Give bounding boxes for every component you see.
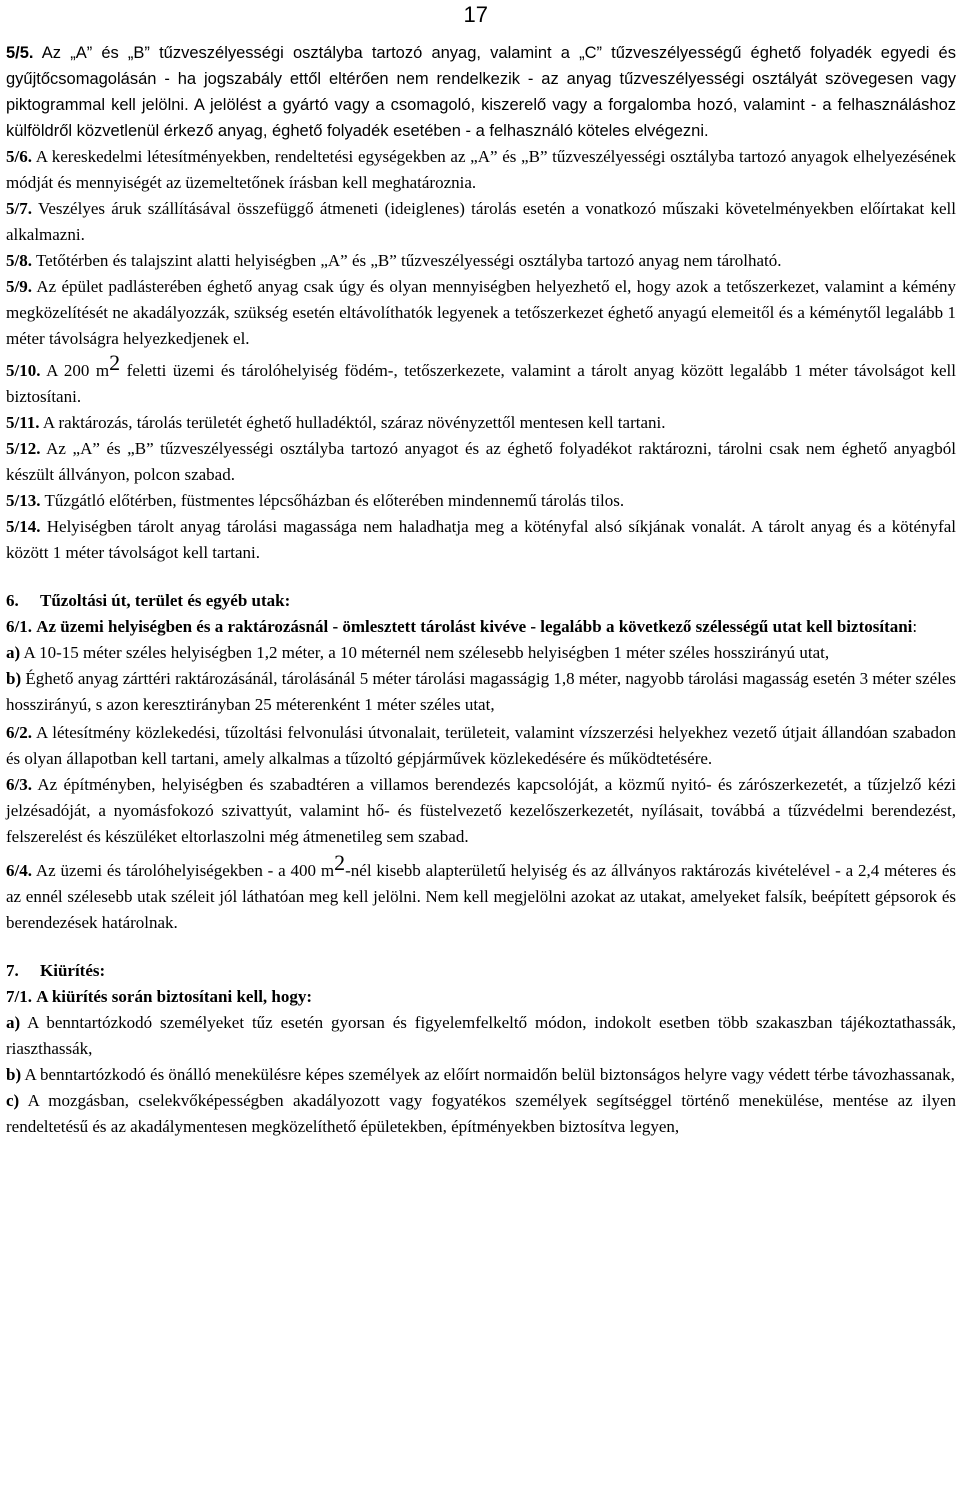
section-gap xyxy=(6,566,956,588)
paragraph-text: A kereskedelmi létesítményekben, rendeltetési egységekben az „A” és „B” tűzveszélyességi osztályba tartozó anyagok elhelyezésének módját és mennyiségét az üzemeltetőnek írásban kell meghatároznia. xyxy=(6,147,957,192)
paragraph-6-4 xyxy=(6,850,956,936)
paragraph-number: 5/8. xyxy=(6,251,32,270)
list-item-a xyxy=(6,1010,956,1062)
heading-text: Tűzoltási út, terület és egyéb utak: xyxy=(40,591,291,610)
paragraph-number: 5/7. xyxy=(6,199,32,218)
colon: : xyxy=(912,617,918,636)
paragraph-number: 6/4. xyxy=(6,861,32,880)
paragraph-number: 6/1. xyxy=(6,617,32,636)
paragraph-6-1 xyxy=(6,614,956,640)
paragraph-text: Az „A” és „B” tűzveszélyességi osztályba tartozó anyagot és az éghető folyadékot raktározni, tárolni csak nem éghető anyagból készült állványon, polcon szabad. xyxy=(6,439,956,484)
page-number: 17 xyxy=(463,2,488,27)
paragraph-text: A létesítmény közlekedési, tűzoltási felvonulási útvonalait, területeit, valamint vízszerzési helyekhez vezető útjait állandóan szabadon és olyan állapotban kell tartani, amely alkalmas a tűzoltó gépjárművek közlekedésére és működtetésére. xyxy=(6,723,956,768)
list-text: A benntartózkodó személyeket tűz esetén gyorsan és figyelemfelkeltő módon, indokolt esetben több szakaszban tájékoztathassák, riaszthassák, xyxy=(6,1013,956,1058)
paragraph-text: Veszélyes áruk szállításával összefüggő átmeneti (ideiglenes) tárolás esetén a vonatkozó műszaki követelményekben előírtakat kell alkalmazni. xyxy=(6,199,956,244)
paragraph-5-6 xyxy=(6,144,956,196)
list-label: a) xyxy=(6,1013,21,1032)
paragraph-text: Helyiségben tárolt anyag tárolási magassága nem haladhatja meg a kötényfal alsó síkjának vonalát. A tárolt anyag és a kötényfal között 1 méter távolságot kell tartani. xyxy=(6,517,957,562)
paragraph-text: Tetőtérben és talajszint alatti helyiségben „A” és „B” tűzveszélyességi osztályba tartozó anyag nem tárolható. xyxy=(35,251,782,270)
paragraph-text: Az épület padlásterében éghető anyag csak úgy és olyan mennyiségben helyezhető el, hogy azok a tetőszerkezet, valamint a kémény megközelítését ne akadályozzák, szükség esetén eltávolíthatók legyenek a tetőszerkezet éghető anyagú elemeitől és a kéménytől legalább 1 méter távolságra helyezkedjenek el. xyxy=(6,277,956,348)
list-label: b) xyxy=(6,669,22,688)
list-label: b) xyxy=(6,1065,22,1084)
paragraph-5-8 xyxy=(6,248,956,274)
list-item-a xyxy=(6,640,956,666)
paragraph-text: Az építményben, helyiségben és szabadtéren a villamos berendezés kapcsolóját, a közmű nyitó- és zárószerkezetét, a tűzjelző kézi jelzésadóját, a nyomásfokozó szivattyút, valamint hő- és füstelvezető kezelőszerkezetét, nyílásait, továbbá a tűzvédelmi berendezést, felszerelést és készüléket eltorlaszolni még átmenetileg sem szabad. xyxy=(6,775,957,846)
list-item-c xyxy=(6,1088,956,1140)
list-text: Éghető anyag zárttéri raktározásánál, tárolásánál 5 méter tárolási magasságig 1,8 méter, nagyobb tárolási magasság esetén 3 méter széles hosszirányú, s azon keresztirányban 25 méterenként 1 méter széles utat, xyxy=(6,669,956,714)
paragraph-number: 6/3. xyxy=(6,775,32,794)
section-7-heading xyxy=(6,958,956,984)
superscript: 2 xyxy=(334,850,346,875)
list-text: A benntartózkodó és önálló menekülésre képes személyek az előírt normaidőn belül biztonságos helyre vagy védett térbe távozhassanak, xyxy=(24,1065,955,1084)
paragraph-number: 5/9. xyxy=(6,277,32,296)
paragraph-number: 5/10. xyxy=(6,361,41,380)
superscript: 2 xyxy=(109,350,121,375)
paragraph-5-14 xyxy=(6,514,956,566)
heading-number: 7. xyxy=(6,961,19,980)
paragraph-5-9 xyxy=(6,274,956,352)
paragraph-text-cont: feletti üzemi és tárolóhelyiség födém-, tetőszerkezete, valamint a tárolt anyag között legalább 1 méter távolságot kell biztosítani. xyxy=(6,361,957,406)
section-gap xyxy=(6,936,956,958)
heading-number: 6. xyxy=(6,591,19,610)
paragraph-5-11 xyxy=(6,410,956,436)
list-label: c) xyxy=(6,1091,20,1110)
paragraph-text: Tűzgátló előtérben, füstmentes lépcsőházban és előterében mindennemű tárolás tilos. xyxy=(44,491,625,510)
paragraph-number: 5/12. xyxy=(6,439,41,458)
paragraph-text: A kiürítés során biztosítani kell, hogy: xyxy=(36,987,313,1006)
paragraph-text: Az üzemi helyiségben és a raktározásnál - ömlesztett tárolást kivéve - legalább a következő szélességű utat kell biztosítani xyxy=(36,617,913,636)
paragraph-text-cont: -nél kisebb alapterületű helyiség és az állványos raktározás kivételével - a 2,4 méteres és az ennél szélesebb utak széleit jól láthatóan meg kell jelölni. Nem kell megjelölni azokat az utakat, amelyeket falsík, beépített gépsorok és berendezések határolnak. xyxy=(6,861,956,932)
paragraph-number: 7/1. xyxy=(6,987,32,1006)
paragraph-6-2 xyxy=(6,720,956,772)
paragraph-text: Az üzemi és tárolóhelyiségekben - a 400 m xyxy=(35,861,335,880)
list-text: A mozgásban, cselekvőképességben akadályozott vagy fogyatékos személyek segítséggel történő menekülése, mentése az ilyen rendeltetésű és az akadálymentesen megközelíthető épületekben, építményekben biztosítva legyen, xyxy=(6,1091,956,1136)
paragraph-5-7 xyxy=(6,196,956,248)
paragraph-number: 5/13. xyxy=(6,491,41,510)
paragraph-text: A raktározás, tárolás területét éghető hulladéktól, száraz növényzettől mentesen kell tartani. xyxy=(42,413,666,432)
paragraph-number: 5/11. xyxy=(6,413,40,432)
paragraph-text: Az „A” és „B” tűzveszélyességi osztályba tartozó anyag, valamint a „C” tűzveszélyességű éghető folyadék egyedi és gyűjtőcsomagolásán - ha jogszabály ettől eltérően nem rendelkezik - az anyag tűzveszélyességi osztályát szövegesen vagy piktogrammal kell jelölni. A jelölést a gyártó vagy a csomagoló, kiszerelő vagy a forgalomba hozó, valamint - a felhasználáshoz külföldről közvetlenül érkező anyag, éghető folyadék esetében - a felhasználó köteles elvégezni. xyxy=(6,44,956,140)
paragraph-text: A 200 m xyxy=(46,361,110,380)
paragraph-5-10 xyxy=(6,350,957,410)
list-item-b xyxy=(6,1062,956,1088)
paragraph-number: 5/6. xyxy=(6,147,32,166)
list-text: A 10-15 méter széles helyiségben 1,2 méter, a 10 méternél nem szélesebb helyiségben 1 méter széles hosszirányú utat, xyxy=(23,643,830,662)
paragraph-number: 5/5. xyxy=(6,44,34,62)
paragraph-6-3 xyxy=(6,772,956,850)
paragraph-7-1 xyxy=(6,984,956,1010)
paragraph-5-13 xyxy=(6,488,956,514)
section-6-heading xyxy=(6,588,956,614)
list-item-b xyxy=(6,666,956,718)
document-body xyxy=(6,40,956,1140)
paragraph-number: 5/14. xyxy=(6,517,41,536)
paragraph-number: 6/2. xyxy=(6,723,32,742)
paragraph-5-5 xyxy=(6,40,956,144)
paragraph-5-12 xyxy=(6,436,956,488)
list-label: a) xyxy=(6,643,21,662)
heading-text: Kiürítés: xyxy=(40,961,106,980)
